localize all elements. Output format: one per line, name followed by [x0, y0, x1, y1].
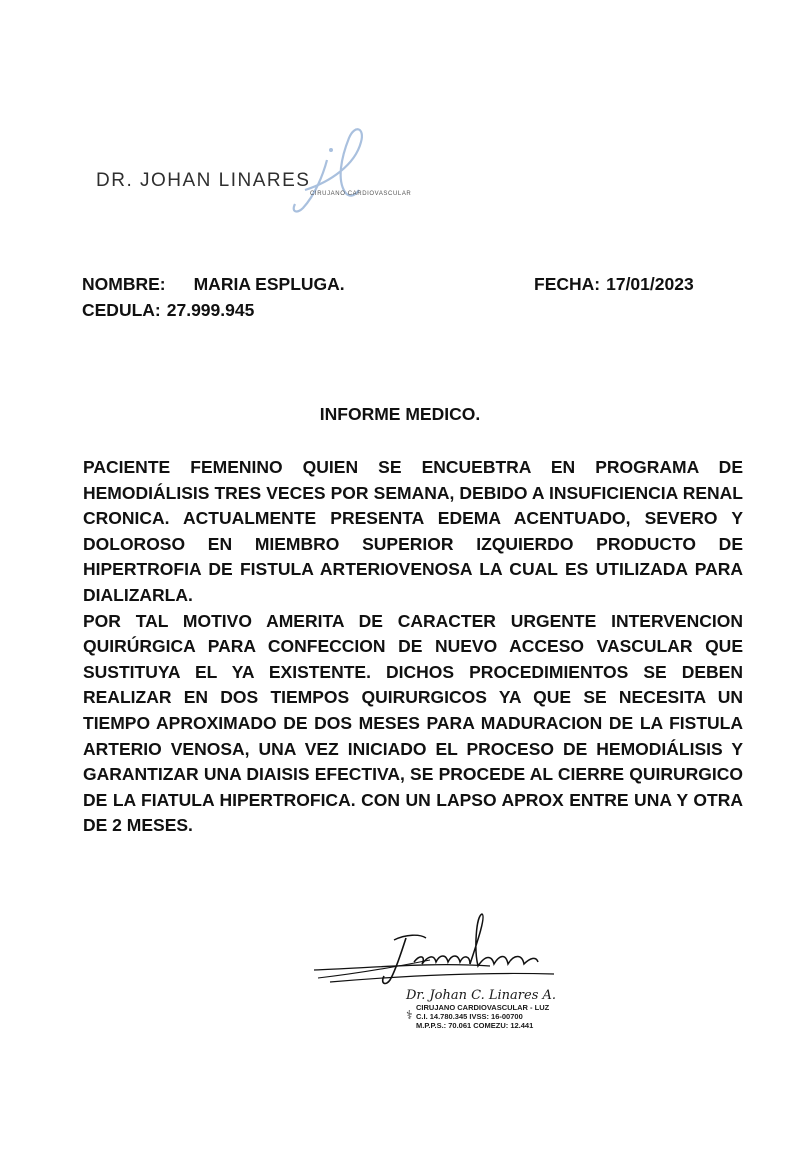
- report-body: [83, 455, 743, 839]
- name-value: MARIA ESPLUGA.: [193, 274, 345, 294]
- letterhead-logo: [90, 120, 430, 220]
- id-value: 27.999.945: [166, 300, 255, 320]
- stamp-ids: C.I. 14.780.345 IVSS: 16-00700: [416, 1012, 523, 1021]
- letterhead-specialty: CIRUJANO CARDIOVASCULAR: [310, 191, 412, 197]
- date-row: [534, 274, 694, 295]
- letterhead-doctor-name: DR. JOHAN LINARES: [96, 170, 311, 191]
- date-label: FECHA:: [534, 274, 601, 294]
- stamp-license: M.P.P.S.: 70.061 COMEZU: 12.441: [416, 1021, 534, 1030]
- report-title: INFORME MEDICO.: [319, 404, 481, 424]
- caduceus-icon: ⚕: [406, 1008, 413, 1022]
- id-label: CEDULA:: [82, 300, 161, 320]
- stamp-specialty: CIRUJANO CARDIOVASCULAR - LUZ: [416, 1003, 550, 1012]
- signature-block: [310, 910, 570, 1050]
- stamp-doctor-name: Dr. Johan C. Linares A.: [406, 988, 557, 1003]
- doctor-stamp: [406, 988, 556, 1030]
- handwritten-signature: [310, 910, 570, 990]
- report-paragraph-1: PACIENTE FEMENINO QUIEN SE ENCUEBTRA EN PROGRAMA DE HEMODIÁLISIS TRES VECES POR SEMANA, DEBIDO A INSUFICIENCIA RENAL CRONICA. ACTUALMENTE PRESENTA EDEMA ACENTUADO, SEVERO Y DOLOROSO EN MIEMBRO SUPERIOR IZQUIERDO PRODUCTO DE HIPERTROFIA DE FISTULA ARTERIOVENOSA LA CUAL ES UTILIZADA PARA DIALIZARLA.: [83, 457, 743, 605]
- patient-name-row: [82, 274, 345, 295]
- date-value: 17/01/2023: [606, 274, 694, 294]
- patient-id-row: [82, 300, 254, 321]
- name-label: NOMBRE:: [82, 274, 166, 294]
- report-paragraph-2: POR TAL MOTIVO AMERITA DE CARACTER URGENTE INTERVENCION QUIRÚRGICA PARA CONFECCION DE NUEVO ACCESO VASCULAR QUE SUSTITUYA EL YA EXISTENTE. DICHOS PROCEDIMIENTOS SE DEBEN REALIZAR EN DOS TIEMPOS QUIRURGICOS YA QUE SE NECESITA UN TIEMPO APROXIMADO DE DOS MESES PARA MADURACION DE LA FISTULA ARTERIO VENOSA, UNA VEZ INICIADO EL PROCESO DE HEMODIÁLISIS Y GARANTIZAR UNA DIAISIS EFECTIVA, SE PROCEDE AL CIERRE QUIRURGICO DE LA FIATULA HIPERTROFICA. CON UN LAPSO APROX ENTRE UNA Y OTRA DE 2 MESES.: [83, 610, 743, 836]
